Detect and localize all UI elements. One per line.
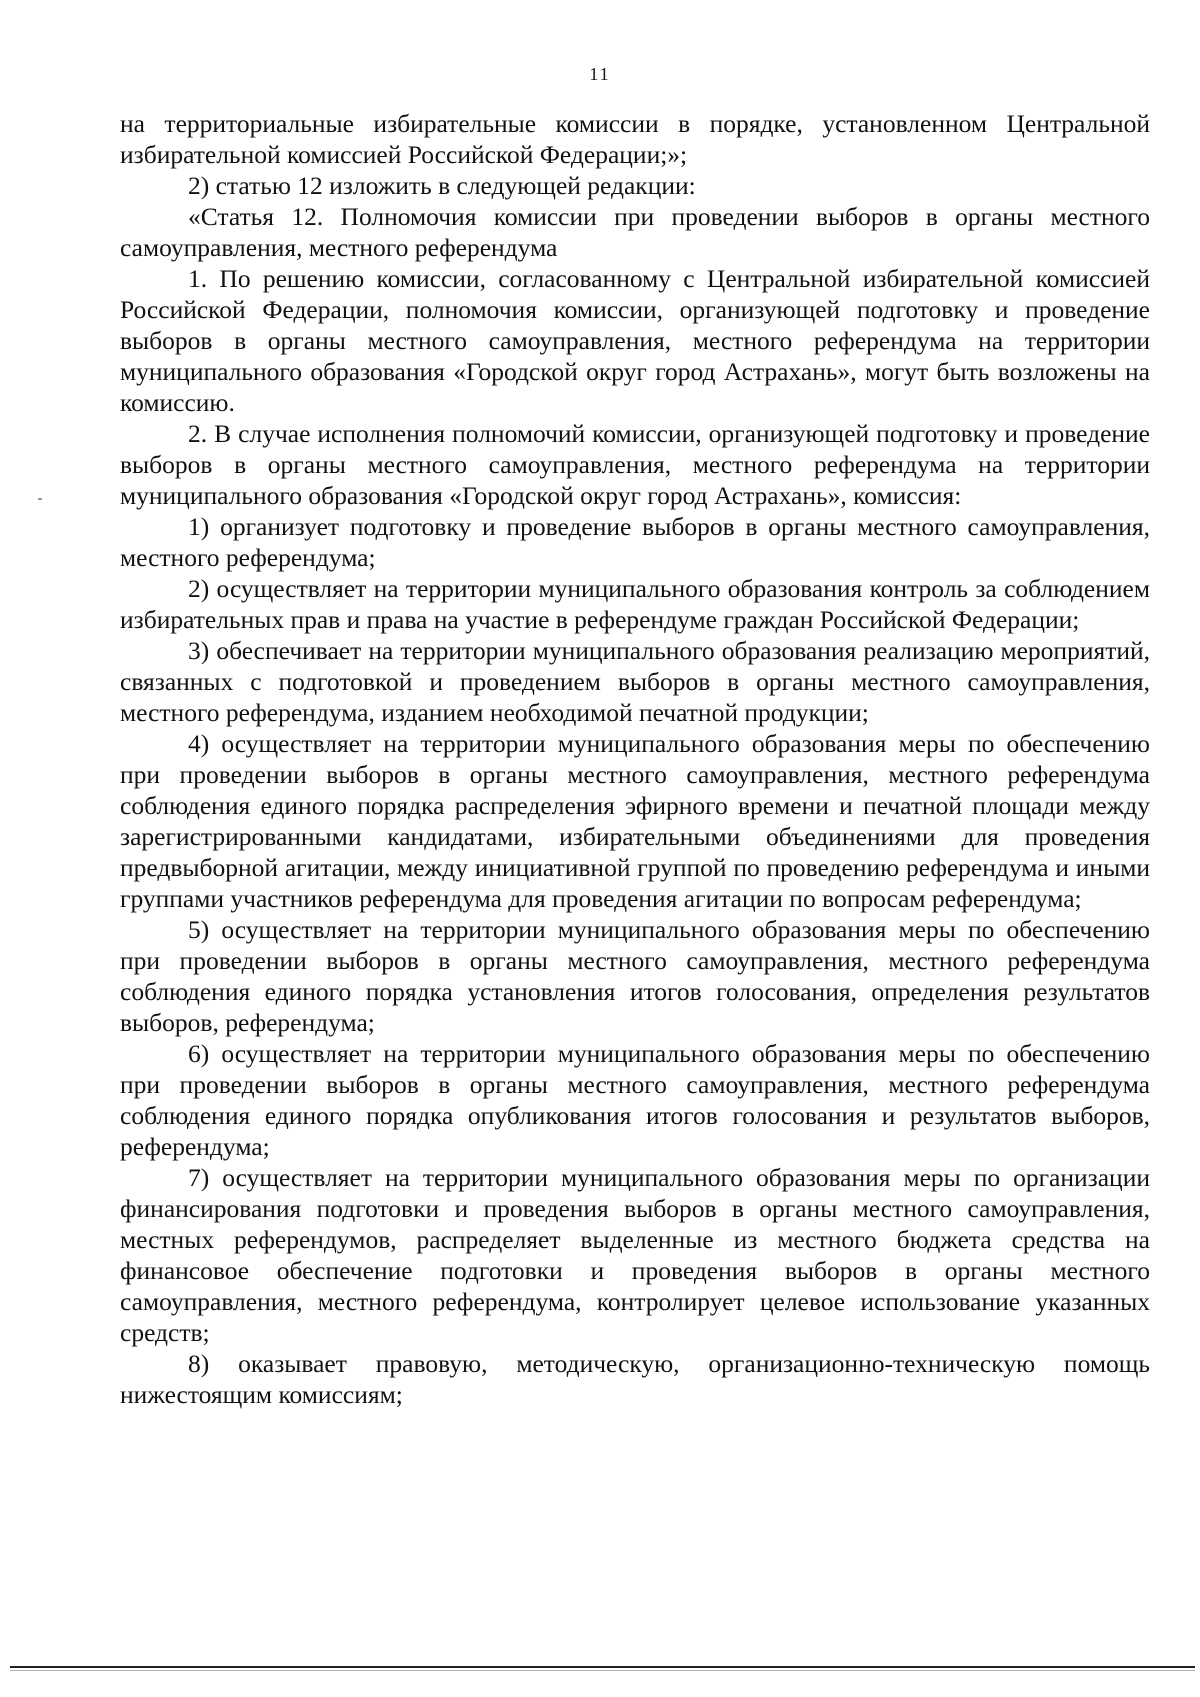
list-item-7: 7) осуществляет на территории муниципального образования меры по организации финансирования подготовки и проведения выборов в органы местного самоуправления, местных референдумов, распределяет выделенные из местного бюджета средства на финансовое обеспечение подготовки и проведения выборов в органы местного самоуправления, местного референдума, контролирует целевое использование указанных средств; <box>120 1163 1150 1347</box>
list-item-6: 6) осуществляет на территории муниципального образования меры по обеспечению при проведении выборов в органы местного самоуправления, местного референдума соблюдения единого порядка опубликования итогов голосования и результатов выборов, референдума; <box>120 1039 1150 1161</box>
list-item-5: 5) осуществляет на территории муниципального образования меры по обеспечению при проведении выборов в органы местного самоуправления, местного референдума соблюдения единого порядка установления итогов голосования, определения результатов выборов, референдума; <box>120 915 1150 1037</box>
article-heading: «Статья 12. Полномочия комиссии при проведении выборов в органы местного самоуправления, местного референдума <box>120 202 1150 262</box>
document-body <box>120 108 1150 1410</box>
page-number: 11 <box>589 64 611 84</box>
bottom-rule-line <box>10 1666 1195 1668</box>
list-item-8: 8) оказывает правовую, методическую, организационно-техническую помощь нижестоящим комиссиям; <box>120 1349 1150 1409</box>
list-item-3: 3) обеспечивает на территории муниципального образования реализацию мероприятий, связанных с подготовкой и проведением выборов в органы местного самоуправления, местного референдума, изданием необходимой печатной продукции; <box>120 636 1150 727</box>
article-part-1: 1. По решению комиссии, согласованному с Центральной избирательной комиссией Российской Федерации, полномочия комиссии, организующей подготовку и проведение выборов в органы местного самоуправления, местного референдума на территории муниципального образования «Городской округ город Астрахань», могут быть возложены на комиссию. <box>120 264 1150 417</box>
article-part-2: 2. В случае исполнения полномочий комиссии, организующей подготовку и проведение выборов в органы местного самоуправления, местного референдума на территории муниципального образования «Городской округ город Астрахань», комиссия: <box>120 419 1150 510</box>
list-item-1: 1) организует подготовку и проведение выборов в органы местного самоуправления, местного референдума; <box>120 512 1150 572</box>
paragraph-continuation: на территориальные избирательные комиссии в порядке, установленном Центральной избирательной комиссией Российской Федерации;»; <box>120 109 1150 169</box>
paragraph-amendment-item: 2) статью 12 изложить в следующей редакции: <box>188 171 696 200</box>
bottom-rule-shadow-line <box>10 1670 1195 1671</box>
scan-mark <box>38 498 42 500</box>
list-item-2: 2) осуществляет на территории муниципального образования контроль за соблюдением избирательных прав и права на участие в референдуме граждан Российской Федерации; <box>120 574 1150 634</box>
list-item-4: 4) осуществляет на территории муниципального образования меры по обеспечению при проведении выборов в органы местного самоуправления, местного референдума соблюдения единого порядка распределения эфирного времени и печатной площади между зарегистрированными кандидатами, избирательными объединениями для проведения предвыборной агитации, между инициативной группой по проведению референдума и иными группами участников референдума для проведения агитации по вопросам референдума; <box>120 729 1150 913</box>
